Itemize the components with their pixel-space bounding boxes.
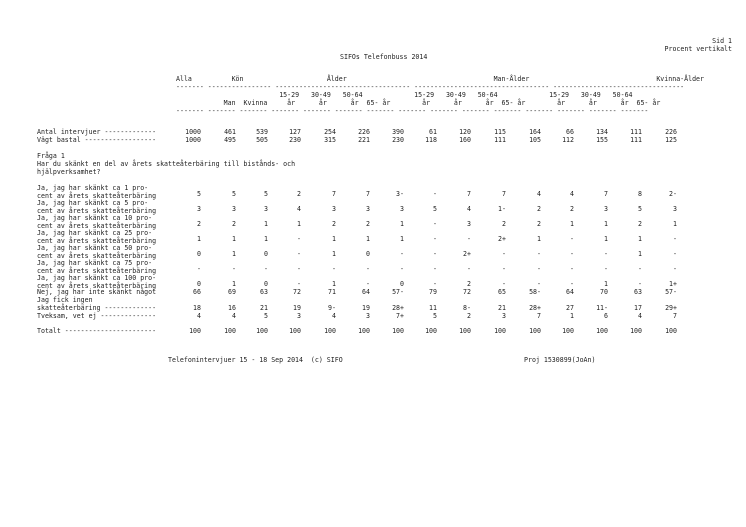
table-cell: 9- xyxy=(328,304,336,312)
table-cell: 2 xyxy=(537,205,541,213)
table-cell: 0 xyxy=(400,280,404,288)
table-row-label: Antal intervjuer ------------- xyxy=(37,128,157,136)
table-cell: 105 xyxy=(529,136,541,144)
table-cell: 4 xyxy=(297,205,301,213)
table-cell: 1 xyxy=(604,220,608,228)
answer-label: Ja, jag har skänkt ca 75 pro- xyxy=(37,259,153,267)
table-cell: 7 xyxy=(332,190,336,198)
table-cell: - xyxy=(502,250,506,258)
table-cell: 72 xyxy=(463,288,471,296)
table-cell: 100 xyxy=(289,327,301,335)
table-cell: - xyxy=(570,235,574,243)
table-cell: 1 xyxy=(332,235,336,243)
table-cell: 69 xyxy=(228,288,236,296)
table-cell: - xyxy=(570,280,574,288)
table-cell: 100 xyxy=(392,327,404,335)
table-cell: 7 xyxy=(366,190,370,198)
question-text-line-1: Har du skänkt en del av årets skatteåterbäring till bistånds- och xyxy=(37,160,296,168)
banner-rule-1: ------- ---------------- ---------------------------------- ---------------------------------- --------------------------------- xyxy=(176,83,685,91)
table-cell: 1 xyxy=(570,220,574,228)
table-cell: 164 xyxy=(529,128,541,136)
table-cell: 100 xyxy=(459,327,471,335)
table-cell: 1 xyxy=(673,220,677,228)
table-cell: - xyxy=(537,280,541,288)
table-cell: 390 xyxy=(392,128,404,136)
answer-label: skatteåterbäring ------------- xyxy=(37,304,157,312)
table-cell: 2- xyxy=(669,190,677,198)
table-cell: 29+ xyxy=(665,304,677,312)
banner-rule-2: ------- ------- ------- ------- ------- ------- ------- ------- ------- ------- ------- ------- ------- ------- ------- xyxy=(176,107,649,115)
table-cell: 112 xyxy=(562,136,574,144)
table-cell: 3 xyxy=(604,205,608,213)
answer-label: Totalt ----------------------- xyxy=(37,327,157,335)
table-cell: 28+ xyxy=(392,304,404,312)
table-cell: 5 xyxy=(264,190,268,198)
table-cell: 7 xyxy=(673,312,677,320)
table-cell: 226 xyxy=(665,128,677,136)
table-cell: 1 xyxy=(232,280,236,288)
table-cell: 118 xyxy=(425,136,437,144)
table-cell: 8- xyxy=(463,304,471,312)
table-cell: 3 xyxy=(502,312,506,320)
answer-label: Ja, jag har skänkt ca 50 pro- xyxy=(37,244,153,252)
table-cell: 5 xyxy=(197,190,201,198)
table-cell: - xyxy=(502,280,506,288)
table-cell: - xyxy=(400,265,404,273)
table-cell: 100 xyxy=(665,327,677,335)
table-cell: 21 xyxy=(498,304,506,312)
table-cell: 2+ xyxy=(463,250,471,258)
table-cell: 2 xyxy=(537,220,541,228)
answer-label: cent av årets skatteåterbäring xyxy=(37,252,157,260)
table-cell: 7 xyxy=(467,190,471,198)
table-cell: 1 xyxy=(400,235,404,243)
table-cell: 134 xyxy=(596,128,608,136)
table-cell: - xyxy=(570,250,574,258)
table-cell: - xyxy=(433,220,437,228)
table-cell: - xyxy=(197,265,201,273)
table-cell: 72 xyxy=(293,288,301,296)
table-cell: 19 xyxy=(293,304,301,312)
table-cell: - xyxy=(232,265,236,273)
table-cell: 71 xyxy=(328,288,336,296)
table-cell: - xyxy=(433,250,437,258)
table-cell: 8 xyxy=(638,190,642,198)
table-cell: 125 xyxy=(665,136,677,144)
table-cell: 1 xyxy=(400,220,404,228)
table-cell: - xyxy=(400,250,404,258)
banner-header-1: Alla Kön Ålder Man-Ålder Kvinna-Ålder xyxy=(176,75,704,83)
table-cell: - xyxy=(366,280,370,288)
table-cell: 7+ xyxy=(396,312,404,320)
table-cell: 2 xyxy=(332,220,336,228)
table-cell: 100 xyxy=(425,327,437,335)
table-cell: 11 xyxy=(429,304,437,312)
table-cell: 7 xyxy=(502,190,506,198)
table-cell: 3 xyxy=(366,205,370,213)
answer-label: Tveksam, vet ej -------------- xyxy=(37,312,157,320)
table-cell: 3 xyxy=(366,312,370,320)
table-cell: 4 xyxy=(197,312,201,320)
table-cell: 3 xyxy=(332,205,336,213)
table-cell: 2 xyxy=(467,280,471,288)
table-cell: 61 xyxy=(429,128,437,136)
report-title: SIFOs Telefonbuss 2014 xyxy=(340,53,428,61)
table-cell: 100 xyxy=(596,327,608,335)
table-cell: - xyxy=(297,265,301,273)
table-cell: 230 xyxy=(392,136,404,144)
table-cell: - xyxy=(604,250,608,258)
table-cell: 0 xyxy=(366,250,370,258)
table-cell: - xyxy=(297,235,301,243)
table-cell: 2 xyxy=(570,205,574,213)
table-cell: 2 xyxy=(502,220,506,228)
table-cell: 0 xyxy=(197,250,201,258)
table-cell: 16 xyxy=(228,304,236,312)
table-cell: 5 xyxy=(232,190,236,198)
answer-label: Ja, jag har skänkt ca 25 pro- xyxy=(37,229,153,237)
table-cell: 226 xyxy=(358,128,370,136)
table-cell: 100 xyxy=(529,327,541,335)
banner-header-3: 15-29 30-49 50-64 15-29 30-49 50-64 15-29 30-49 50-64 xyxy=(176,91,633,99)
table-cell: 160 xyxy=(459,136,471,144)
table-cell: - xyxy=(433,280,437,288)
table-cell: 5 xyxy=(638,205,642,213)
answer-label: Ja, jag har skänkt ca 10 pro- xyxy=(37,214,153,222)
table-cell: 230 xyxy=(289,136,301,144)
answer-label: Nej, jag har inte skänkt något xyxy=(37,288,157,296)
table-cell: 58- xyxy=(529,288,541,296)
table-cell: 2+ xyxy=(498,235,506,243)
table-cell: 100 xyxy=(224,327,236,335)
answer-label: cent av årets skatteåterbäring xyxy=(37,192,157,200)
table-cell: 63 xyxy=(260,288,268,296)
table-cell: 315 xyxy=(324,136,336,144)
table-cell: 1000 xyxy=(185,136,201,144)
table-cell: 6 xyxy=(604,312,608,320)
table-cell: - xyxy=(297,280,301,288)
table-cell: 4 xyxy=(332,312,336,320)
table-cell: 111 xyxy=(630,128,642,136)
table-cell: 4 xyxy=(537,190,541,198)
answer-label: cent av årets skatteåterbäring xyxy=(37,282,157,290)
table-cell: 100 xyxy=(358,327,370,335)
table-cell: 100 xyxy=(494,327,506,335)
table-cell: 1 xyxy=(264,220,268,228)
table-cell: 3 xyxy=(400,205,404,213)
table-mode: Procent vertikalt xyxy=(664,45,732,53)
table-cell: 7 xyxy=(537,312,541,320)
table-cell: 3 xyxy=(232,205,236,213)
table-cell: 4 xyxy=(638,312,642,320)
banner-header-4: Man Kvinna år år år 65- år år år år 65- år år år år 65- år xyxy=(176,99,661,107)
table-cell: 70 xyxy=(600,288,608,296)
table-cell: 100 xyxy=(324,327,336,335)
table-cell: 1 xyxy=(604,280,608,288)
table-cell: 1 xyxy=(604,235,608,243)
table-cell: 100 xyxy=(562,327,574,335)
table-cell: 4 xyxy=(570,190,574,198)
table-cell: 539 xyxy=(256,128,268,136)
table-cell: 66 xyxy=(566,128,574,136)
table-cell: 254 xyxy=(324,128,336,136)
table-cell: 5 xyxy=(433,205,437,213)
table-cell: 111 xyxy=(630,136,642,144)
table-cell: - xyxy=(537,265,541,273)
table-cell: 0 xyxy=(264,280,268,288)
table-cell: 2 xyxy=(638,220,642,228)
table-cell: 4 xyxy=(467,205,471,213)
table-cell: 1 xyxy=(297,220,301,228)
question-number: Fråga 1 xyxy=(37,152,65,160)
table-cell: - xyxy=(604,265,608,273)
table-cell: 100 xyxy=(256,327,268,335)
answer-label: cent av årets skatteåterbäring xyxy=(37,237,157,245)
table-cell: 63 xyxy=(634,288,642,296)
table-cell: 11- xyxy=(596,304,608,312)
table-cell: - xyxy=(433,190,437,198)
table-cell: 3 xyxy=(264,205,268,213)
answer-label: Ja, jag har skänkt ca 100 pro- xyxy=(37,274,157,282)
answer-label: cent av årets skatteåterbäring xyxy=(37,222,157,230)
table-cell: 1 xyxy=(332,250,336,258)
answer-label: Ja, jag har skänkt ca 5 pro- xyxy=(37,199,149,207)
page-number: Sid 1 xyxy=(712,37,732,45)
footer-fieldwork: Telefonintervjuer 15 - 18 Sep 2014 (c) SIFO xyxy=(168,356,343,364)
table-cell: 1 xyxy=(197,235,201,243)
question-text-line-2: hjälpverksamhet? xyxy=(37,168,101,176)
table-cell: 19 xyxy=(362,304,370,312)
table-cell: 7 xyxy=(604,190,608,198)
table-cell: 505 xyxy=(256,136,268,144)
table-cell: - xyxy=(502,265,506,273)
table-cell: 127 xyxy=(289,128,301,136)
table-cell: - xyxy=(570,265,574,273)
table-cell: 1000 xyxy=(185,128,201,136)
table-cell: - xyxy=(467,235,471,243)
table-cell: 5 xyxy=(264,312,268,320)
table-cell: 57- xyxy=(665,288,677,296)
table-cell: 64 xyxy=(566,288,574,296)
table-cell: 1 xyxy=(232,250,236,258)
table-cell: - xyxy=(638,280,642,288)
table-cell: 3 xyxy=(673,205,677,213)
table-cell: 155 xyxy=(596,136,608,144)
table-cell: - xyxy=(537,250,541,258)
table-cell: 5 xyxy=(433,312,437,320)
table-cell: 221 xyxy=(358,136,370,144)
answer-label: Jag fick ingen xyxy=(37,296,93,304)
table-cell: 3 xyxy=(197,205,201,213)
table-cell: 27 xyxy=(566,304,574,312)
table-cell: 1 xyxy=(537,235,541,243)
table-cell: 1 xyxy=(232,235,236,243)
table-cell: 28+ xyxy=(529,304,541,312)
table-cell: 100 xyxy=(630,327,642,335)
table-cell: 17 xyxy=(634,304,642,312)
table-cell: 2 xyxy=(467,312,471,320)
table-cell: 0 xyxy=(197,280,201,288)
table-cell: 461 xyxy=(224,128,236,136)
table-cell: 2 xyxy=(297,190,301,198)
table-cell: - xyxy=(433,235,437,243)
table-cell: 1 xyxy=(638,235,642,243)
table-cell: 79 xyxy=(429,288,437,296)
table-cell: - xyxy=(467,265,471,273)
table-cell: 66 xyxy=(193,288,201,296)
table-cell: 3 xyxy=(467,220,471,228)
table-cell: 1- xyxy=(498,205,506,213)
table-cell: 65 xyxy=(498,288,506,296)
table-cell: 3 xyxy=(297,312,301,320)
table-cell: - xyxy=(673,265,677,273)
table-cell: 495 xyxy=(224,136,236,144)
table-cell: 57- xyxy=(392,288,404,296)
table-cell: 120 xyxy=(459,128,471,136)
table-cell: 100 xyxy=(189,327,201,335)
footer-project: Proj 1530899(JoAn) xyxy=(524,356,596,364)
answer-label: cent av årets skatteåterbäring xyxy=(37,207,157,215)
table-cell: 1 xyxy=(264,235,268,243)
table-cell: 18 xyxy=(193,304,201,312)
table-cell: 2 xyxy=(197,220,201,228)
table-cell: 2 xyxy=(366,220,370,228)
table-cell: 0 xyxy=(264,250,268,258)
table-cell: - xyxy=(264,265,268,273)
table-cell: 4 xyxy=(232,312,236,320)
table-row-label: Vägt bastal ------------------ xyxy=(37,136,157,144)
table-cell: 21 xyxy=(260,304,268,312)
table-cell: 64 xyxy=(362,288,370,296)
table-cell: - xyxy=(332,265,336,273)
table-cell: 1 xyxy=(332,280,336,288)
table-cell: - xyxy=(673,250,677,258)
table-cell: - xyxy=(433,265,437,273)
answer-label: cent av årets skatteåterbäring xyxy=(37,267,157,275)
table-cell: - xyxy=(297,250,301,258)
table-cell: - xyxy=(673,235,677,243)
table-cell: 2 xyxy=(232,220,236,228)
table-cell: - xyxy=(366,265,370,273)
table-cell: 111 xyxy=(494,136,506,144)
table-cell: 1 xyxy=(570,312,574,320)
table-cell: 1 xyxy=(366,235,370,243)
table-cell: 1+ xyxy=(669,280,677,288)
table-cell: 3- xyxy=(396,190,404,198)
table-cell: 1 xyxy=(638,250,642,258)
table-cell: - xyxy=(638,265,642,273)
table-cell: 115 xyxy=(494,128,506,136)
answer-label: Ja, jag har skänkt ca 1 pro- xyxy=(37,184,149,192)
